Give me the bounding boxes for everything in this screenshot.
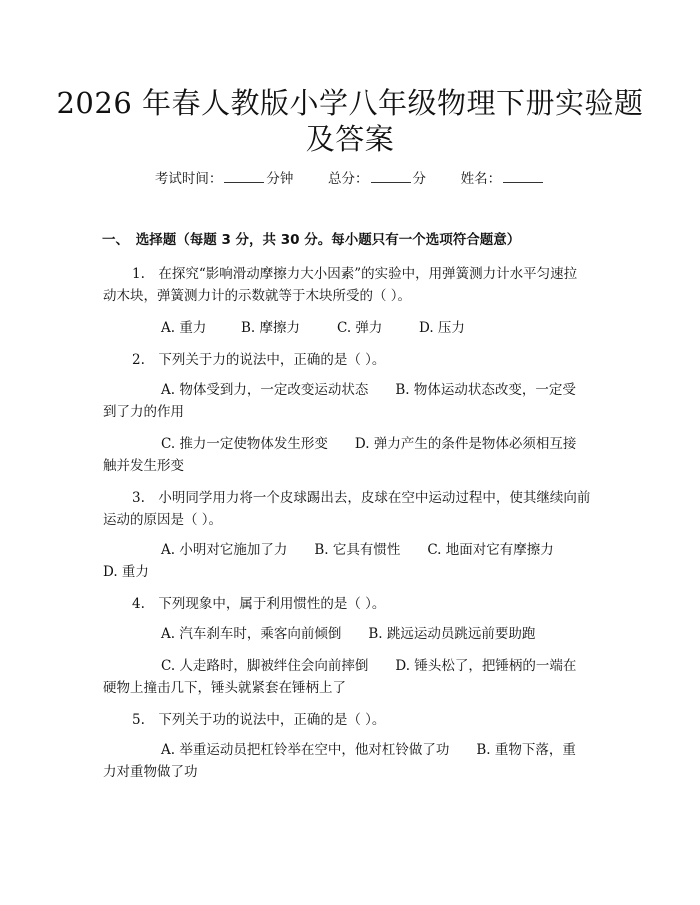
page-title-line2: 及答案 [305,122,395,156]
q4-line1: 4. 下列现象中，属于利用惯性的是（ ）。 [132,596,386,612]
q3-line2: 运动的原因是（ ）。 [103,512,223,528]
q1-option-c: C. 弹力 [337,320,383,336]
name-blank [503,170,543,183]
q5-options-line1: A. 举重运动员把杠铃举在空中，他对杠铃做了功 B. 重物下落，重 [161,742,576,758]
q5-options-line2: 力对重物做了功 [103,764,198,780]
exam-info [0,167,700,187]
time-label: 考试时间： [154,171,223,187]
q1-option-a: A. 重力 [161,320,207,336]
score-unit: 分 [412,171,426,187]
q3-options-line1: A. 小明对它施加了力 B. 它具有惯性 C. 地面对它有摩擦力 [161,542,554,558]
time-unit: 分钟 [266,171,294,187]
q4-options-line2: C. 人走路时，脚被绊住会向前摔倒 D. 锤头松了，把锤柄的一端在 [161,658,577,674]
q3-options-line2: D. 重力 [103,564,149,580]
score-blank [371,170,411,183]
q2-line1: 2. 下列关于力的说法中，正确的是（ ）。 [132,352,386,368]
q4-options-line3: 硬物上撞击几下，锤头就紧套在锤柄上了 [103,680,346,696]
q2-options-line2: 到了力的作用 [103,404,184,420]
section-heading: 一、 选择题（每题 3 分，共 30 分。每小题只有一个选项符合题意） [102,232,521,248]
name-label: 姓名： [460,171,502,187]
score-label: 总分： [328,171,369,187]
q1-line2: 动木块，弹簧测力计的示数就等于木块所受的（ ）。 [103,288,412,304]
q2-options-line4: 触并发生形变 [103,458,184,474]
q2-options-line3: C. 推力一定使物体发生形变 D. 弹力产生的条件是物体必须相互接 [161,436,577,452]
q5-line1: 5. 下列关于功的说法中，正确的是（ ）。 [132,712,386,728]
q2-options-line1: A. 物体受到力，一定改变运动状态 B. 物体运动状态改变，一定受 [161,382,576,398]
q1-options [161,316,465,336]
q1-option-b: B. 摩擦力 [241,320,301,336]
q4-options-line1: A. 汽车刹车时，乘客向前倾倒 B. 跳远运动员跳远前要助跑 [161,626,536,642]
q1-option-d: D. 压力 [419,320,465,336]
page-title-line1: 2026 年春人教版小学八年级物理下册实验题 [56,86,644,120]
q1-line1: 1. 在探究“影响滑动摩擦力大小因素”的实验中，用弹簧测力计水平匀速拉 [132,266,578,282]
q3-line1: 3. 小明同学用力将一个皮球踢出去，皮球在空中运动过程中，使其继续向前 [132,490,591,506]
time-blank [224,170,264,183]
